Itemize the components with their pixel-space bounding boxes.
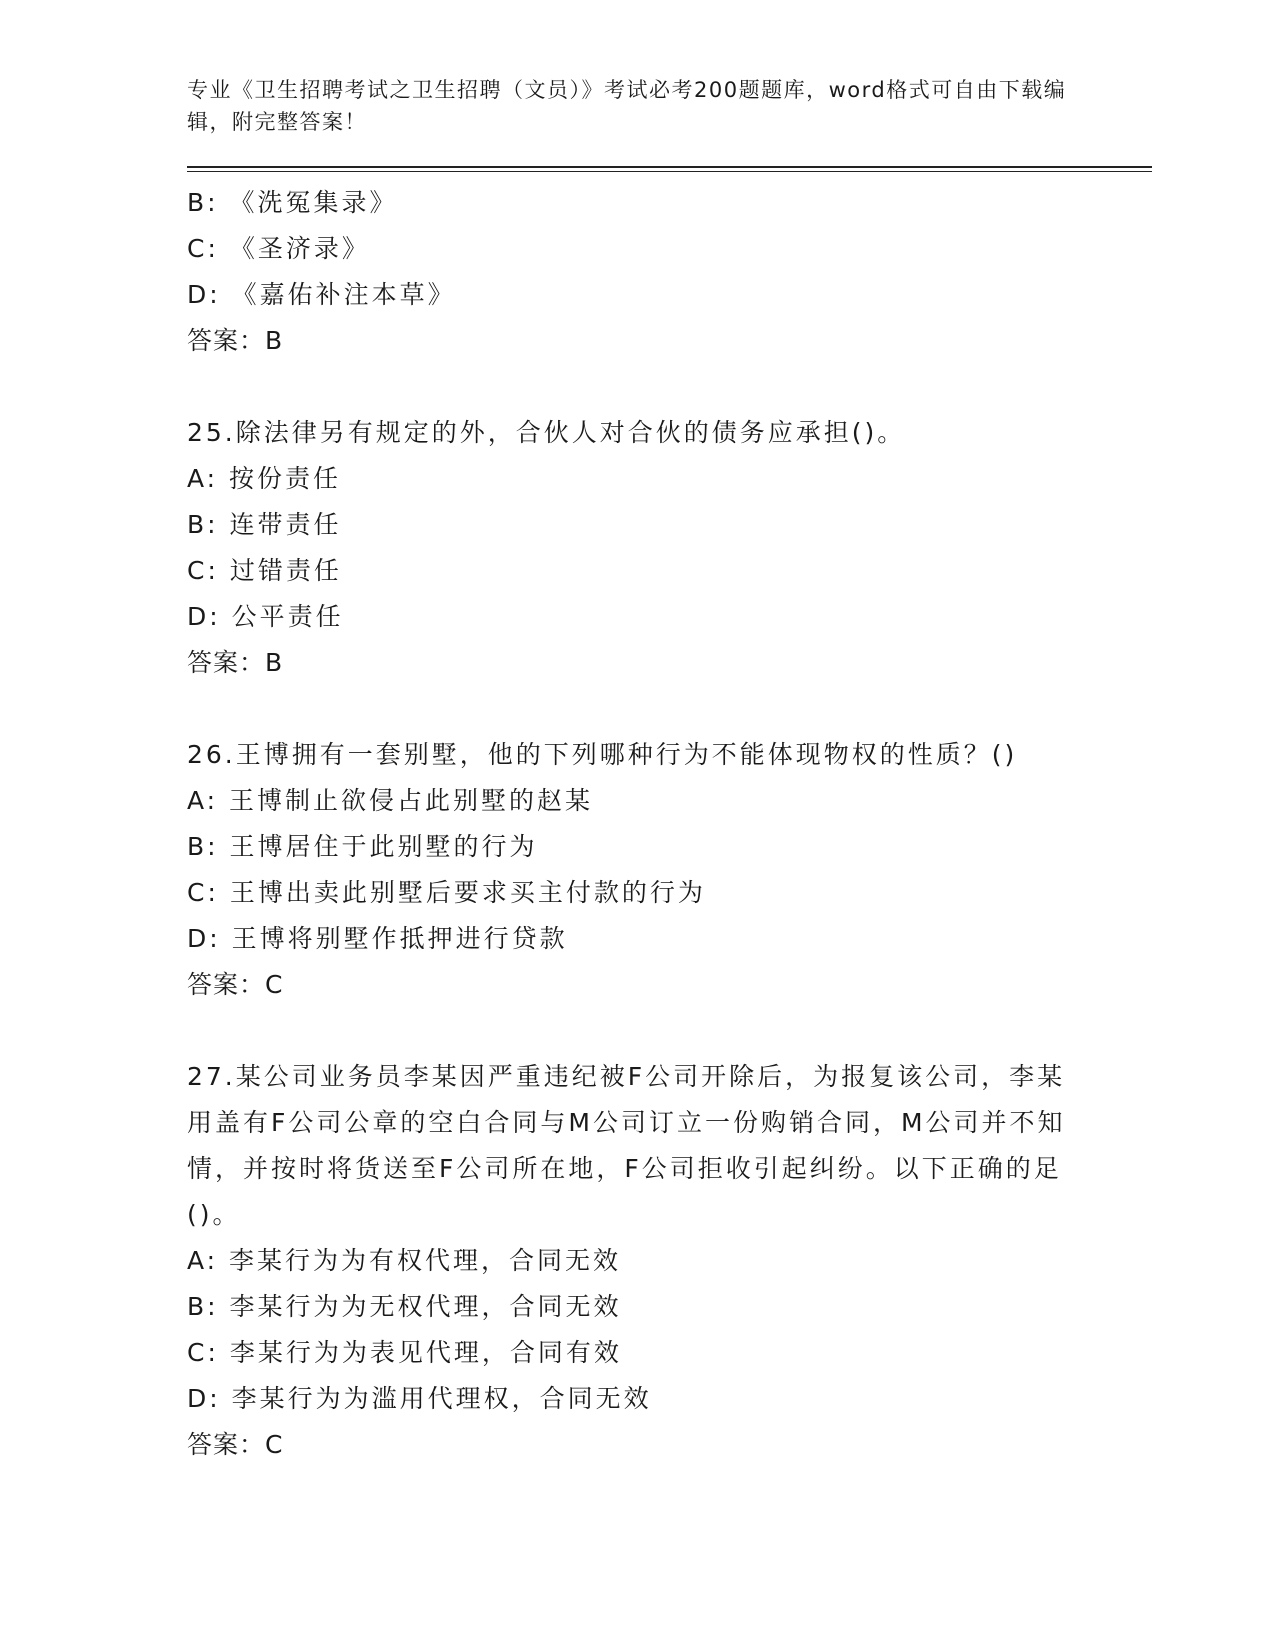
question-block-24 bbox=[187, 180, 1152, 364]
option-b: B: 王博居住于此别墅的行为 bbox=[187, 832, 538, 861]
question-text: 25.除法律另有规定的外，合伙人对合伙的债务应承担()。 bbox=[187, 418, 906, 447]
option-a: A: 按份责任 bbox=[187, 464, 342, 493]
document-page bbox=[187, 0, 1152, 1468]
option-b: B: 《洗冤集录》 bbox=[187, 188, 398, 217]
question-text: 26.王博拥有一套别墅，他的下列哪种行为不能体现物权的性质？() bbox=[187, 740, 1018, 769]
option-c: C: 过错责任 bbox=[187, 556, 342, 585]
answer: 答案：C bbox=[187, 970, 284, 999]
option-c: C: 《圣济录》 bbox=[187, 234, 370, 263]
option-d: D: 李某行为为滥用代理权，合同无效 bbox=[187, 1384, 652, 1413]
question-block-25 bbox=[187, 410, 1152, 686]
option-d: D: 王博将别墅作抵押进行贷款 bbox=[187, 924, 568, 953]
answer: 答案：B bbox=[187, 648, 284, 677]
option-b: B: 连带责任 bbox=[187, 510, 342, 539]
option-c: C: 王博出卖此别墅后要求买主付款的行为 bbox=[187, 878, 706, 907]
header-divider bbox=[187, 166, 1152, 172]
document-content bbox=[187, 180, 1152, 1468]
answer: 答案：B bbox=[187, 326, 284, 355]
answer: 答案：C bbox=[187, 1430, 284, 1459]
option-d: D: 《嘉佑补注本草》 bbox=[187, 280, 456, 309]
question-block-26 bbox=[187, 732, 1152, 1008]
question-block-27 bbox=[187, 1054, 1152, 1468]
option-a: A: 王博制止欲侵占此别墅的赵某 bbox=[187, 786, 594, 815]
option-d: D: 公平责任 bbox=[187, 602, 344, 631]
option-c: C: 李某行为为表见代理，合同有效 bbox=[187, 1338, 622, 1367]
option-a: A: 李某行为为有权代理，合同无效 bbox=[187, 1246, 622, 1275]
question-text: 27.某公司业务员李某因严重违纪被F公司开除后，为报复该公司，李某用盖有F公司公章的空白合同与M公司订立一份购销合同，M公司并不知情，并按时将货送至F公司所在地，F公司拒收引起纠纷。以下正确的足()。 bbox=[187, 1062, 1066, 1229]
option-b: B: 李某行为为无权代理，合同无效 bbox=[187, 1292, 622, 1321]
document-header: 专业《卫生招聘考试之卫生招聘（文员）》考试必考200题题库，word格式可自由下载编辑，附完整答案！ bbox=[187, 78, 1067, 134]
